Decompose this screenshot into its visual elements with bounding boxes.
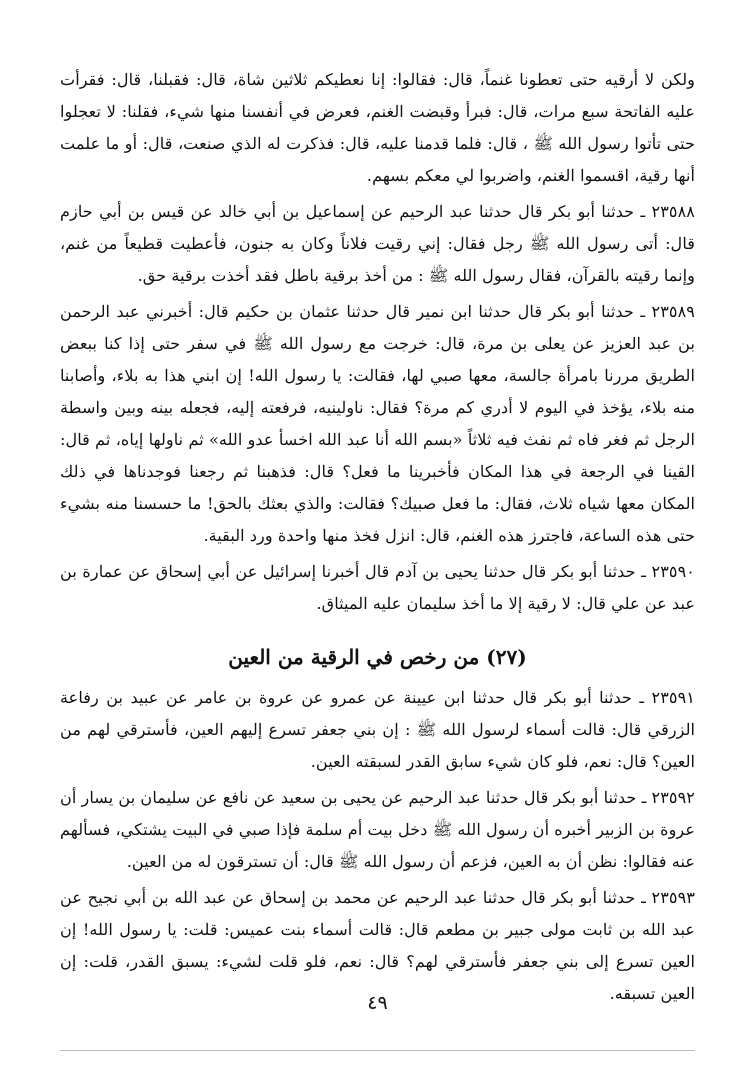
paragraph-continuation: ولكن لا أرقيه حتى تعطونا غنماً، قال: فقالوا: إنا نعطيكم ثلاثين شاة، قال: فقبلنا، قال: فقرأت عليه الفاتحة سبع مرات، قال: فبرأ وقبضت الغنم، فعرض في أنفسنا منها شيء، فقلنا: لا تعجلوا حتى تأتوا رسول الله ﷺ ، قال: فلما قدمنا عليه، قال: فذكرت له الذي صنعت، قال: أو ما علمت أنها رقية، اقسموا الغنم، واضربوا لي معكم بسهم. (60, 70, 695, 185)
main-text (60, 64, 695, 1010)
hadith-23592: ٢٣٥٩٢ ـ حدثنا أبو بكر قال حدثنا عبد الرحيم عن يحيى بن سعيد عن نافع عن سليمان بن يسار أن عروة بن الزبير أخبره أن رسول الله ﷺ دخل بيت أم سلمة فإذا صبي في البيت يشتكي، فسألهم عنه فقالوا: نظن أن به العين، فزعم أن رسول الله ﷺ قال: أن تسترقون له من العين. (60, 788, 695, 871)
section-heading: (٢٧) من رخص في الرقية من العين (228, 645, 527, 669)
hadith-23593: ٢٣٥٩٣ ـ حدثنا أبو بكر قال حدثنا عبد الرحيم عن محمد بن إسحاق عن عبد الله بن أبي نجيح عن عبد الله بن ثابت مولى جبير بن مطعم قال: قالت أسماء بنت عميس: قلت: يا رسول الله! إن العين تسرع إلى بني جعفر فأسترقي لهم؟ قال: نعم، فلو قلت لشيء: يسبق القدر، قلت: إن العين تسبقه. (60, 888, 695, 1003)
hadith-23589: ٢٣٥٨٩ ـ حدثنا أبو بكر قال حدثنا ابن نمير قال حدثنا عثمان بن حكيم قال: أخبرني عبد الرحمن بن عبد العزيز عن يعلى بن مرة، قال: خرجت مع رسول الله ﷺ في سفر حتى إذا كنا ببعض الطريق مررنا بامرأة جالسة، معها صبي لها، فقالت: يا رسول الله! إن ابني هذا به بلاء، وأصابنا منه بلاء، يؤخذ في اليوم لا أدري كم مرة؟ فقال: ناولينيه، فرفعته إليه، فجعله بينه وبين واسطة الرجل ثم فغر فاه ثم نفث فيه ثلاثاً «بسم الله أنا عبد الله اخسأ عدو الله» ثم ناولها إياه، ثم قال: القينا في الرجعة في هذا المكان فأخبرينا ما فعل؟ قال: فذهبنا ثم رجعنا فوجدناها في ذلك المكان معها شياه ثلاث، فقال: ما فعل صبيك؟ فقالت: والذي بعثك بالحق! ما حسسنا منه بشيء حتى هذه الساعة، فاجترز هذه الغنم، قال: انزل فخذ منها واحدة ورد البقية. (60, 302, 695, 545)
hadith-23591: ٢٣٥٩١ ـ حدثنا أبو بكر قال حدثنا ابن عيينة عن عمرو عن عروة بن عامر عن عبيد بن رفاعة الزرقي قال: قالت أسماء لرسول الله ﷺ : إن بني جعفر تسرع إليهم العين، فأسترقي لهم من العين؟ قال: نعم، فلو كان شيء سابق القدر لسبقته العين. (60, 688, 695, 771)
hadith-23588: ٢٣٥٨٨ ـ حدثنا أبو بكر قال حدثنا عبد الرحيم عن إسماعيل بن أبي خالد عن قيس بن أبي حازم قال: أتى رسول الله ﷺ رجل فقال: إني رقيت فلاناً وكان به جنون، فأعطيت قطيعاً من غنم، وإنما رقيته بالقرآن، فقال رسول الله ﷺ : من أخذ برقية باطل فقد أخذت برقية حق. (60, 202, 695, 285)
page-number: ٤٩ (367, 992, 388, 1014)
hadith-23590: ٢٣٥٩٠ ـ حدثنا أبو بكر قال حدثنا يحيى بن آدم قال أخبرنا إسرائيل عن أبي إسحاق عن عمارة بن عبد عن علي قال: لا رقية إلا ما أخذ سليمان عليه الميثاق. (60, 562, 695, 613)
bottom-divider (60, 1050, 695, 1051)
